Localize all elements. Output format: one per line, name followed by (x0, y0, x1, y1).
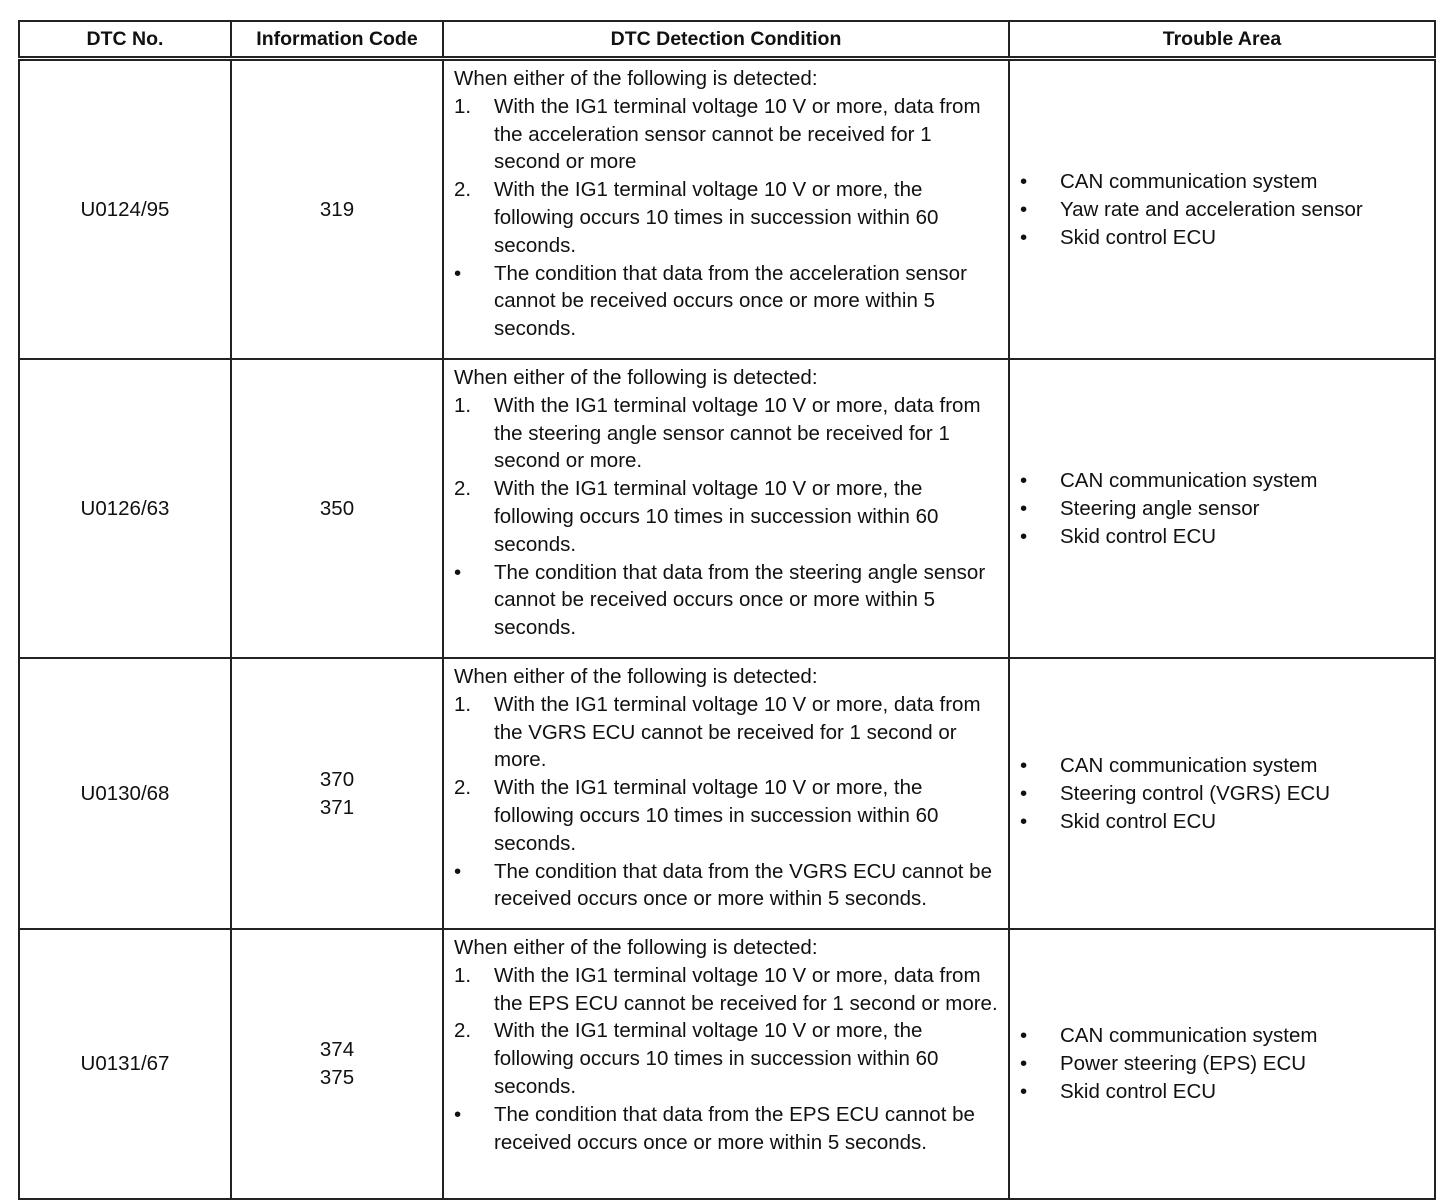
condition-text: With the IG1 terminal voltage 10 V or more, the following occurs 10 times in succession within 60 seconds. (494, 178, 939, 257)
condition-text: With the IG1 terminal voltage 10 V or more, the following occurs 10 times in succession within 60 seconds. (494, 1019, 939, 1098)
condition-intro: When either of the following is detected: (454, 366, 818, 389)
condition-marker: 2. (454, 477, 472, 501)
trouble-area-text: Steering angle sensor (1060, 496, 1260, 520)
code-value: 319 (319, 197, 355, 221)
detection-condition (443, 658, 1009, 929)
information-code (231, 359, 443, 658)
trouble-area-item (1020, 196, 1426, 224)
trouble-area-item (1020, 224, 1426, 252)
bullet-marker: • (1020, 524, 1028, 548)
table-row (19, 359, 1435, 658)
condition-text: With the IG1 terminal voltage 10 V or more, the following occurs 10 times in succession within 60 seconds. (494, 477, 939, 556)
code-value: 370 (319, 767, 355, 791)
condition-item (454, 559, 1000, 642)
dtc-table (18, 20, 1436, 1200)
trouble-area-item (1020, 495, 1426, 523)
trouble-area-text: CAN communication system (1060, 468, 1318, 492)
header-detection-condition: DTC Detection Condition (443, 21, 1009, 59)
condition-text: With the IG1 terminal voltage 10 V or more, data from the EPS ECU cannot be received for 1 second or more. (494, 963, 998, 1015)
detection-condition (443, 929, 1009, 1199)
code-value: 374 (319, 1038, 355, 1061)
trouble-area-item (1020, 780, 1426, 808)
dtc-number: U0131/67 (19, 929, 231, 1199)
condition-item (454, 858, 1000, 914)
trouble-area (1009, 929, 1435, 1199)
condition-item (454, 93, 1000, 176)
condition-marker: 1. (454, 963, 472, 987)
condition-marker: 2. (454, 178, 472, 202)
trouble-area (1009, 658, 1435, 929)
condition-marker: • (454, 560, 462, 584)
condition-item (454, 1101, 1000, 1157)
condition-item (454, 392, 1000, 475)
header-row (19, 21, 1435, 59)
condition-text: The condition that data from the acceleration sensor cannot be received occurs once or more within 5 seconds. (494, 261, 967, 341)
trouble-area-item (1020, 1050, 1426, 1078)
code-value: 371 (319, 795, 355, 819)
condition-marker: • (454, 859, 462, 883)
header-dtc-no: DTC No. (19, 21, 231, 59)
trouble-area-text: Skid control ECU (1060, 809, 1217, 833)
condition-item (454, 176, 1000, 259)
condition-item (454, 691, 1000, 774)
condition-marker: 2. (454, 1019, 472, 1043)
condition-marker: 1. (454, 393, 472, 417)
bullet-marker: • (1020, 1080, 1028, 1103)
table-row (19, 929, 1435, 1199)
trouble-area-text: CAN communication system (1060, 1024, 1318, 1047)
bullet-marker: • (1020, 1024, 1028, 1047)
bullet-marker: • (1020, 1052, 1028, 1075)
condition-marker: • (454, 261, 462, 285)
trouble-area-text: Skid control ECU (1060, 225, 1217, 249)
bullet-marker: • (1020, 496, 1028, 520)
trouble-area-item (1020, 1078, 1426, 1106)
trouble-area-text: Power steering (EPS) ECU (1060, 1052, 1307, 1075)
trouble-area-item (1020, 752, 1426, 780)
condition-item (454, 962, 1000, 1018)
condition-text: With the IG1 terminal voltage 10 V or more, the following occurs 10 times in succession within 60 seconds. (494, 776, 939, 855)
trouble-area-item (1020, 467, 1426, 495)
table-row (19, 658, 1435, 929)
information-code (231, 658, 443, 929)
table-row (19, 59, 1435, 360)
bullet-marker: • (1020, 753, 1028, 777)
detection-condition (443, 359, 1009, 658)
trouble-area (1009, 359, 1435, 658)
condition-marker: • (454, 1102, 462, 1126)
dtc-number: U0124/95 (19, 59, 231, 360)
condition-marker: 2. (454, 776, 472, 800)
trouble-area-item (1020, 1022, 1426, 1050)
trouble-area-item (1020, 168, 1426, 196)
trouble-area (1009, 59, 1435, 360)
condition-text: The condition that data from the steering angle sensor cannot be received occurs once or more within 5 seconds. (494, 560, 986, 640)
trouble-area-item (1020, 523, 1426, 551)
bullet-marker: • (1020, 468, 1028, 492)
header-trouble-area: Trouble Area (1009, 21, 1435, 59)
condition-intro: When either of the following is detected: (454, 665, 818, 688)
condition-text: With the IG1 terminal voltage 10 V or more, data from the VGRS ECU cannot be received for 1 second or more. (494, 692, 981, 772)
condition-intro: When either of the following is detected: (454, 936, 818, 959)
trouble-area-text: Skid control ECU (1060, 1080, 1217, 1103)
condition-item (454, 475, 1000, 558)
condition-intro: When either of the following is detected: (454, 67, 818, 90)
condition-item (454, 1017, 1000, 1100)
information-code (231, 929, 443, 1199)
trouble-area-text: Steering control (VGRS) ECU (1060, 781, 1331, 805)
condition-text: With the IG1 terminal voltage 10 V or more, data from the acceleration sensor cannot be received for 1 second or more (494, 94, 981, 174)
detection-condition (443, 59, 1009, 360)
header-information-code: Information Code (231, 21, 443, 59)
bullet-marker: • (1020, 809, 1028, 833)
trouble-area-text: CAN communication system (1060, 753, 1318, 777)
condition-item (454, 260, 1000, 343)
trouble-area-text: CAN communication system (1060, 169, 1318, 193)
information-code (231, 59, 443, 360)
bullet-marker: • (1020, 781, 1028, 805)
condition-text: The condition that data from the EPS ECU cannot be received occurs once or more within 5 seconds. (494, 1102, 975, 1154)
trouble-area-text: Skid control ECU (1060, 524, 1217, 548)
condition-marker: 1. (454, 94, 472, 118)
condition-item (454, 774, 1000, 857)
code-value: 350 (319, 496, 355, 520)
bullet-marker: • (1020, 197, 1028, 221)
bullet-marker: • (1020, 169, 1028, 193)
bullet-marker: • (1020, 225, 1028, 249)
dtc-number: U0130/68 (19, 658, 231, 929)
condition-text: The condition that data from the VGRS ECU cannot be received occurs once or more within 5 seconds. (494, 859, 992, 911)
trouble-area-text: Yaw rate and acceleration sensor (1060, 197, 1363, 221)
dtc-number: U0126/63 (19, 359, 231, 658)
code-value: 375 (319, 1066, 355, 1089)
condition-marker: 1. (454, 692, 472, 716)
trouble-area-item (1020, 808, 1426, 836)
condition-text: With the IG1 terminal voltage 10 V or more, data from the steering angle sensor cannot be received for 1 second or more. (494, 393, 981, 473)
